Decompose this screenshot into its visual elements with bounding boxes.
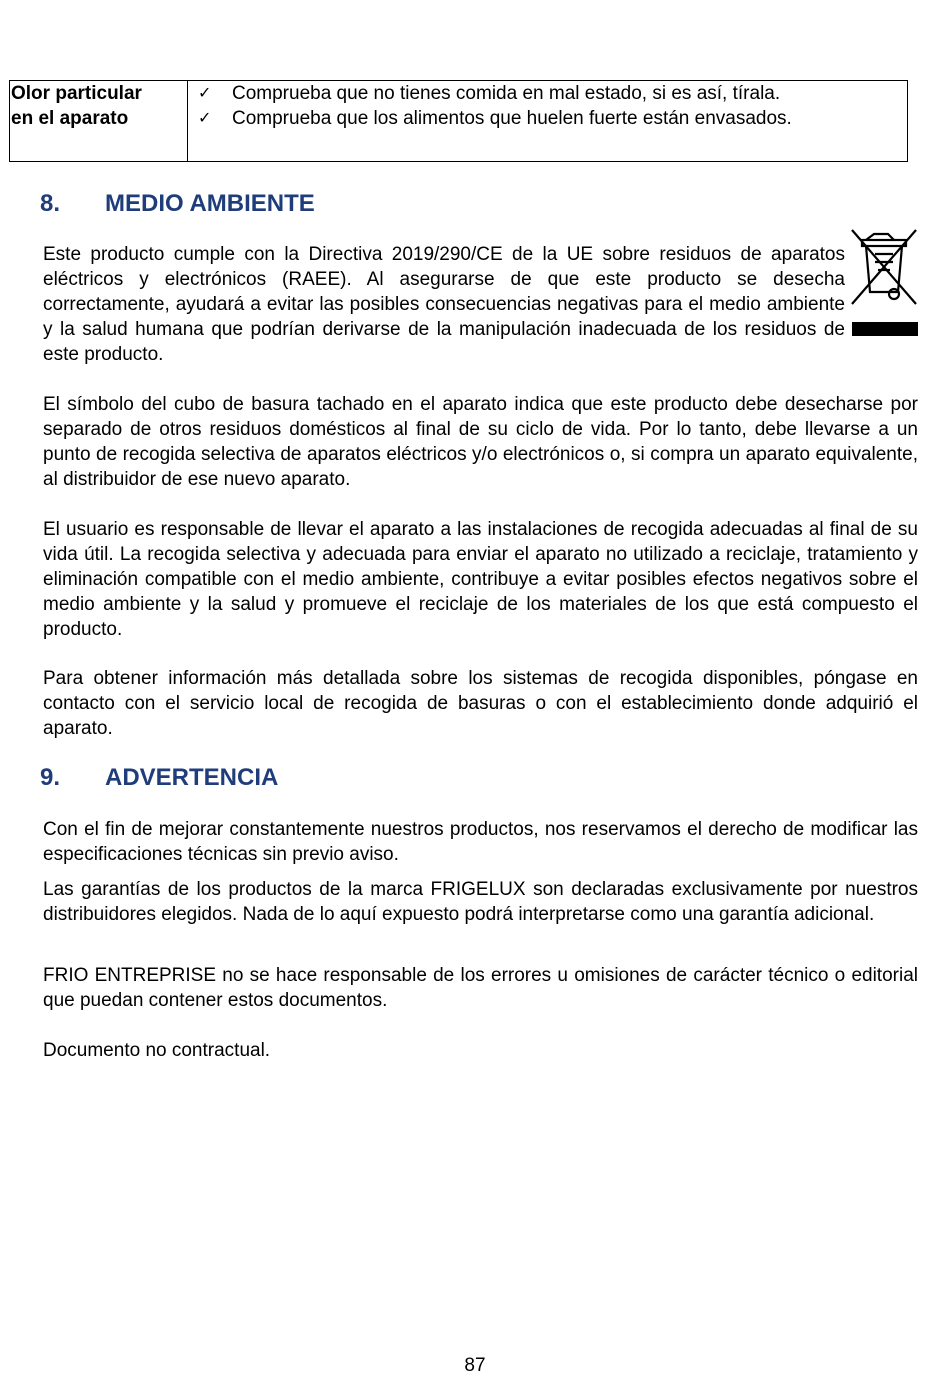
- action-text: Comprueba que los alimentos que huelen fuerte están envasados.: [232, 108, 792, 129]
- symptom-cell: [10, 81, 188, 162]
- paragraph: El símbolo del cubo de basura tachado en el aparato indica que este producto debe desecharse por separado de otros residuos domésticos al final de su ciclo de vida. Por lo tanto, debe llevarse a un punto de recogida selectiva de aparatos eléctricos y/o electrónicos o, si compra un aparato equivalente, al distribuidor de ese nuevo aparato.: [43, 394, 918, 490]
- list-item: [198, 81, 907, 106]
- checkmark-icon: ✓: [198, 85, 212, 102]
- page-number: 87: [464, 1355, 486, 1376]
- paragraph: Con el fin de mejorar constantemente nuestros productos, nos reservamos el derecho de modificar las especificaciones técnicas sin previo aviso.: [43, 819, 918, 865]
- symptom-label-line2: en el aparato: [11, 108, 129, 129]
- section-title: ADVERTENCIA: [105, 764, 279, 791]
- paragraph: FRIO ENTREPRISE no se hace responsable de los errores u omisiones de carácter técnico o editorial que puedan contener estos documentos.: [43, 965, 918, 1011]
- section-title: MEDIO AMBIENTE: [105, 190, 315, 217]
- paragraph: Documento no contractual.: [43, 1040, 271, 1061]
- section-9-heading: [40, 764, 278, 792]
- paragraph: El usuario es responsable de llevar el aparato a las instalaciones de recogida adecuadas al final de su vida útil. La recogida selectiva y adecuada para enviar el aparato no utilizado a reciclaje, tratamiento y eliminación compatible con el medio ambiente, contribuye a evitar posibles efectos negativos sobre el medio ambiente y la salud y promueve el reciclaje de los materiales de los que está compuesto el producto.: [43, 519, 918, 640]
- list-item: [198, 106, 907, 131]
- checkmark-icon: ✓: [198, 110, 212, 127]
- paragraph: Las garantías de los productos de la marca FRIGELUX son declaradas exclusivamente por nuestros distribuidores elegidos. Nada de lo aquí expuesto podrá interpretarse como una garantía adicional.: [43, 879, 918, 925]
- paragraph: Este producto cumple con la Directiva 2019/290/CE de la UE sobre residuos de aparatos eléctricos y electrónicos (RAEE). Al asegurarse de que este producto se desecha correctamente, ayudará a evitar las posibles consecuencias negativas para el medio ambiente y la salud humana que podrían derivarse de la manipulación inadecuada de los residuos de este producto.: [43, 244, 845, 365]
- symptom-label-line1: Olor particular: [11, 83, 142, 104]
- section-8-heading: [40, 190, 315, 218]
- action-text: Comprueba que no tienes comida en mal estado, si es así, tírala.: [232, 83, 781, 104]
- table-row: [10, 81, 908, 162]
- troubleshooting-table: [9, 80, 908, 162]
- paragraph: Para obtener información más detallada sobre los sistemas de recogida disponibles, póngase en contacto con el servicio local de recogida de basuras o con el establecimiento donde adquirió el aparato.: [43, 668, 918, 739]
- section-number: 9.: [40, 764, 61, 791]
- crossed-out-wheelie-bin-icon: [848, 226, 920, 342]
- actions-cell: [188, 81, 908, 162]
- section-number: 8.: [40, 190, 61, 217]
